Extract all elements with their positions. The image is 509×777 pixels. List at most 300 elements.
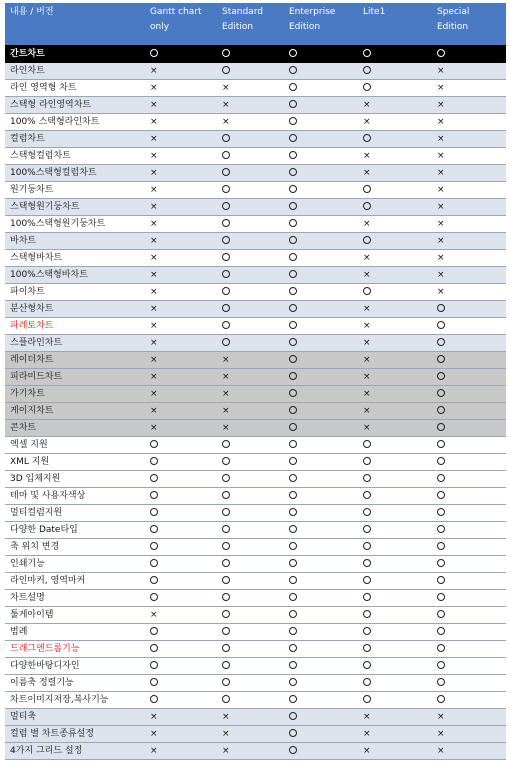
feature-label: 스택형컬럼차트 (5, 148, 143, 165)
unsupported-mark: × (430, 114, 506, 131)
circle-icon (363, 559, 371, 567)
feature-label: XML 지원 (5, 454, 143, 471)
feature-label: 라인 영역형 차트 (5, 80, 143, 97)
supported-circle-icon (356, 573, 430, 590)
circle-icon (437, 593, 445, 601)
feature-label: 스택형바차트 (5, 250, 143, 267)
feature-label: 3D 입체지원 (5, 471, 143, 488)
feature-label: 가기차트 (5, 386, 143, 403)
supported-circle-icon (215, 318, 282, 335)
supported-circle-icon (215, 199, 282, 216)
supported-circle-icon (430, 607, 506, 624)
unsupported-mark: × (356, 726, 430, 743)
circle-icon (437, 372, 445, 380)
supported-circle-icon (430, 369, 506, 386)
circle-icon (150, 49, 158, 57)
unsupported-mark: × (356, 267, 430, 284)
supported-circle-icon (356, 675, 430, 692)
supported-circle-icon (282, 284, 356, 301)
supported-circle-icon (215, 216, 282, 233)
unsupported-mark: × (215, 726, 282, 743)
supported-circle-icon (356, 454, 430, 471)
circle-icon (289, 491, 297, 499)
unsupported-mark: × (143, 301, 215, 318)
circle-icon (150, 474, 158, 482)
supported-circle-icon (215, 522, 282, 539)
table-row (5, 199, 506, 216)
supported-circle-icon (282, 488, 356, 505)
circle-icon (437, 304, 445, 312)
feature-label: 멀티컬럼지원 (5, 505, 143, 522)
circle-icon (289, 474, 297, 482)
circle-icon (222, 525, 230, 533)
circle-icon (150, 576, 158, 584)
feature-label: 테마 및 사용자색상 (5, 488, 143, 505)
feature-label: 피라미드차트 (5, 369, 143, 386)
circle-icon (363, 695, 371, 703)
circle-icon (437, 423, 445, 431)
supported-circle-icon (215, 437, 282, 454)
unsupported-mark: × (215, 420, 282, 437)
supported-circle-icon (430, 641, 506, 658)
feature-comparison-table (5, 3, 506, 760)
circle-icon (363, 66, 371, 74)
table-row (5, 454, 506, 471)
unsupported-mark: × (143, 216, 215, 233)
supported-circle-icon (215, 131, 282, 148)
unsupported-mark: × (143, 80, 215, 97)
unsupported-mark: × (215, 386, 282, 403)
supported-circle-icon (356, 233, 430, 250)
supported-circle-icon (356, 624, 430, 641)
feature-label: 레이더차트 (5, 352, 143, 369)
circle-icon (363, 440, 371, 448)
supported-circle-icon (430, 471, 506, 488)
table-row (5, 63, 506, 80)
circle-icon (437, 406, 445, 414)
unsupported-mark: × (356, 114, 430, 131)
table-row (5, 114, 506, 131)
circle-icon (222, 627, 230, 635)
supported-circle-icon (356, 641, 430, 658)
circle-icon (289, 423, 297, 431)
supported-circle-icon (282, 267, 356, 284)
feature-label: 차트이미지저장,복사기능 (5, 692, 143, 709)
circle-icon (289, 270, 297, 278)
supported-circle-icon (430, 454, 506, 471)
unsupported-mark: × (215, 80, 282, 97)
circle-icon (289, 287, 297, 295)
circle-icon (437, 49, 445, 57)
circle-icon (222, 338, 230, 346)
circle-icon (363, 134, 371, 142)
circle-icon (363, 644, 371, 652)
circle-icon (289, 627, 297, 635)
unsupported-mark: × (430, 80, 506, 97)
header-content-version: 내용 / 버전 (10, 7, 54, 17)
supported-circle-icon (282, 250, 356, 267)
circle-icon (150, 542, 158, 550)
circle-icon (222, 270, 230, 278)
table-row (5, 709, 506, 726)
circle-icon (150, 678, 158, 686)
feature-label: 컬럼차트 (5, 131, 143, 148)
supported-circle-icon (356, 522, 430, 539)
unsupported-mark: × (430, 743, 506, 760)
circle-icon (437, 355, 445, 363)
supported-circle-icon (356, 199, 430, 216)
circle-icon (222, 678, 230, 686)
header-enterprise-edition: Enterprise Edition (289, 7, 336, 32)
circle-icon (437, 525, 445, 533)
supported-circle-icon (356, 692, 430, 709)
supported-circle-icon (282, 607, 356, 624)
circle-icon (222, 287, 230, 295)
supported-circle-icon (430, 624, 506, 641)
circle-icon (437, 695, 445, 703)
circle-icon (289, 389, 297, 397)
supported-circle-icon (282, 709, 356, 726)
unsupported-mark: × (215, 114, 282, 131)
table-row (5, 726, 506, 743)
circle-icon (363, 610, 371, 618)
circle-icon (363, 661, 371, 669)
supported-circle-icon (143, 590, 215, 607)
circle-icon (363, 202, 371, 210)
circle-icon (289, 576, 297, 584)
circle-icon (289, 202, 297, 210)
unsupported-mark: × (143, 386, 215, 403)
unsupported-mark: × (143, 114, 215, 131)
supported-circle-icon (356, 46, 430, 63)
circle-icon (437, 576, 445, 584)
unsupported-mark: × (215, 369, 282, 386)
circle-icon (150, 695, 158, 703)
circle-icon (289, 542, 297, 550)
unsupported-mark: × (356, 97, 430, 114)
supported-circle-icon (356, 437, 430, 454)
unsupported-mark: × (430, 267, 506, 284)
supported-circle-icon (430, 46, 506, 63)
feature-label: 파이차트 (5, 284, 143, 301)
unsupported-mark: × (356, 369, 430, 386)
circle-icon (150, 440, 158, 448)
circle-icon (289, 151, 297, 159)
table-row (5, 420, 506, 437)
supported-circle-icon (282, 301, 356, 318)
circle-icon (150, 559, 158, 567)
table-row (5, 80, 506, 97)
circle-icon (222, 593, 230, 601)
circle-icon (437, 610, 445, 618)
circle-icon (289, 661, 297, 669)
header-standard-edition: Standard Edition (222, 7, 263, 32)
supported-circle-icon (430, 556, 506, 573)
supported-circle-icon (143, 522, 215, 539)
supported-circle-icon (215, 675, 282, 692)
table-row (5, 182, 506, 199)
supported-circle-icon (430, 539, 506, 556)
supported-circle-icon (143, 471, 215, 488)
unsupported-mark: × (215, 352, 282, 369)
table-row (5, 403, 506, 420)
unsupported-mark: × (430, 726, 506, 743)
supported-circle-icon (215, 658, 282, 675)
table-row (5, 318, 506, 335)
table-header (5, 3, 506, 45)
supported-circle-icon (143, 641, 215, 658)
circle-icon (437, 678, 445, 686)
unsupported-mark: × (143, 267, 215, 284)
unsupported-mark: × (143, 709, 215, 726)
supported-circle-icon (143, 675, 215, 692)
circle-icon (222, 151, 230, 159)
table-row (5, 437, 506, 454)
supported-circle-icon (215, 148, 282, 165)
supported-circle-icon (282, 420, 356, 437)
supported-circle-icon (282, 80, 356, 97)
unsupported-mark: × (430, 709, 506, 726)
supported-circle-icon (356, 539, 430, 556)
circle-icon (363, 457, 371, 465)
supported-circle-icon (143, 46, 215, 63)
supported-circle-icon (282, 539, 356, 556)
unsupported-mark: × (430, 148, 506, 165)
supported-circle-icon (282, 148, 356, 165)
supported-circle-icon (430, 692, 506, 709)
feature-label: 스플라인차트 (5, 335, 143, 352)
circle-icon (437, 542, 445, 550)
circle-icon (222, 576, 230, 584)
supported-circle-icon (143, 437, 215, 454)
circle-icon (222, 508, 230, 516)
unsupported-mark: × (143, 318, 215, 335)
unsupported-mark: × (143, 250, 215, 267)
feature-label: 멀티축 (5, 709, 143, 726)
unsupported-mark: × (430, 97, 506, 114)
supported-circle-icon (430, 522, 506, 539)
circle-icon (289, 457, 297, 465)
unsupported-mark: × (356, 403, 430, 420)
table-row (5, 471, 506, 488)
supported-circle-icon (430, 488, 506, 505)
circle-icon (363, 525, 371, 533)
unsupported-mark: × (356, 743, 430, 760)
unsupported-mark: × (143, 97, 215, 114)
unsupported-mark: × (215, 709, 282, 726)
table-row (5, 573, 506, 590)
table-row (5, 250, 506, 267)
circle-icon (289, 100, 297, 108)
circle-icon (222, 474, 230, 482)
circle-icon (437, 321, 445, 329)
unsupported-mark: × (143, 131, 215, 148)
feature-label: 게이지차트 (5, 403, 143, 420)
table-row (5, 216, 506, 233)
supported-circle-icon (215, 182, 282, 199)
feature-label: 100%스택형원기둥차트 (5, 216, 143, 233)
supported-circle-icon (430, 573, 506, 590)
circle-icon (289, 66, 297, 74)
circle-icon (363, 185, 371, 193)
unsupported-mark: × (143, 199, 215, 216)
circle-icon (222, 440, 230, 448)
feature-label: 다양한바탕디자인 (5, 658, 143, 675)
circle-icon (437, 457, 445, 465)
unsupported-mark: × (143, 284, 215, 301)
supported-circle-icon (143, 556, 215, 573)
supported-circle-icon (282, 573, 356, 590)
table-row (5, 743, 506, 760)
table-row (5, 522, 506, 539)
feature-label: 원기둥차트 (5, 182, 143, 199)
supported-circle-icon (430, 386, 506, 403)
unsupported-mark: × (143, 420, 215, 437)
table-row (5, 539, 506, 556)
supported-circle-icon (282, 233, 356, 250)
feature-label: 100%스택형바차트 (5, 267, 143, 284)
circle-icon (363, 236, 371, 244)
circle-icon (222, 253, 230, 261)
unsupported-mark: × (143, 352, 215, 369)
circle-icon (222, 236, 230, 244)
supported-circle-icon (282, 46, 356, 63)
circle-icon (289, 338, 297, 346)
supported-circle-icon (143, 505, 215, 522)
circle-icon (150, 508, 158, 516)
circle-icon (289, 610, 297, 618)
circle-icon (363, 593, 371, 601)
circle-icon (363, 491, 371, 499)
table-row (5, 233, 506, 250)
table-row (5, 301, 506, 318)
circle-icon (222, 695, 230, 703)
feature-label: 100%스택형컬럼차트 (5, 165, 143, 182)
unsupported-mark: × (356, 216, 430, 233)
circle-icon (363, 49, 371, 57)
circle-icon (150, 525, 158, 533)
supported-circle-icon (282, 692, 356, 709)
supported-circle-icon (215, 63, 282, 80)
table-row (5, 641, 506, 658)
circle-icon (437, 508, 445, 516)
supported-circle-icon (215, 267, 282, 284)
supported-circle-icon (215, 46, 282, 63)
supported-circle-icon (215, 607, 282, 624)
supported-circle-icon (356, 284, 430, 301)
circle-icon (289, 678, 297, 686)
supported-circle-icon (282, 675, 356, 692)
table-row (5, 624, 506, 641)
table-row (5, 556, 506, 573)
circle-icon (363, 508, 371, 516)
unsupported-mark: × (143, 182, 215, 199)
circle-icon (289, 83, 297, 91)
supported-circle-icon (215, 471, 282, 488)
circle-icon (289, 508, 297, 516)
supported-circle-icon (356, 607, 430, 624)
unsupported-mark: × (356, 335, 430, 352)
table-row (5, 386, 506, 403)
unsupported-mark: × (143, 63, 215, 80)
supported-circle-icon (430, 658, 506, 675)
feature-label: 차트설명 (5, 590, 143, 607)
unsupported-mark: × (430, 284, 506, 301)
unsupported-mark: × (430, 182, 506, 199)
circle-icon (289, 593, 297, 601)
circle-icon (289, 49, 297, 57)
supported-circle-icon (215, 505, 282, 522)
circle-icon (289, 219, 297, 227)
feature-label: 바차트 (5, 233, 143, 250)
table-row (5, 658, 506, 675)
circle-icon (150, 644, 158, 652)
supported-circle-icon (356, 80, 430, 97)
supported-circle-icon (356, 590, 430, 607)
unsupported-mark: × (356, 386, 430, 403)
feature-label: 간트차트 (5, 46, 143, 63)
supported-circle-icon (282, 471, 356, 488)
supported-circle-icon (282, 505, 356, 522)
table-row (5, 590, 506, 607)
unsupported-mark: × (430, 63, 506, 80)
circle-icon (289, 372, 297, 380)
circle-icon (150, 661, 158, 669)
unsupported-mark: × (143, 165, 215, 182)
circle-icon (289, 440, 297, 448)
supported-circle-icon (282, 641, 356, 658)
circle-icon (150, 457, 158, 465)
unsupported-mark: × (356, 165, 430, 182)
circle-icon (437, 491, 445, 499)
supported-circle-icon (282, 743, 356, 760)
supported-circle-icon (430, 590, 506, 607)
table-row (5, 284, 506, 301)
circle-icon (437, 389, 445, 397)
circle-icon (437, 559, 445, 567)
unsupported-mark: × (215, 403, 282, 420)
unsupported-mark: × (356, 352, 430, 369)
unsupported-mark: × (143, 403, 215, 420)
unsupported-mark: × (430, 233, 506, 250)
circle-icon (289, 168, 297, 176)
circle-icon (289, 559, 297, 567)
table-row (5, 148, 506, 165)
feature-label: 콘차트 (5, 420, 143, 437)
supported-circle-icon (215, 590, 282, 607)
circle-icon (289, 729, 297, 737)
supported-circle-icon (143, 454, 215, 471)
supported-circle-icon (282, 63, 356, 80)
unsupported-mark: × (356, 318, 430, 335)
supported-circle-icon (430, 420, 506, 437)
circle-icon (289, 712, 297, 720)
supported-circle-icon (356, 131, 430, 148)
supported-circle-icon (356, 658, 430, 675)
circle-icon (222, 610, 230, 618)
feature-label: 파레토차트 (5, 318, 143, 335)
supported-circle-icon (215, 488, 282, 505)
supported-circle-icon (356, 63, 430, 80)
feature-label: 라인마커, 영역마커 (5, 573, 143, 590)
supported-circle-icon (282, 165, 356, 182)
unsupported-mark: × (430, 250, 506, 267)
circle-icon (222, 66, 230, 74)
supported-circle-icon (430, 318, 506, 335)
supported-circle-icon (282, 318, 356, 335)
supported-circle-icon (282, 624, 356, 641)
circle-icon (150, 491, 158, 499)
